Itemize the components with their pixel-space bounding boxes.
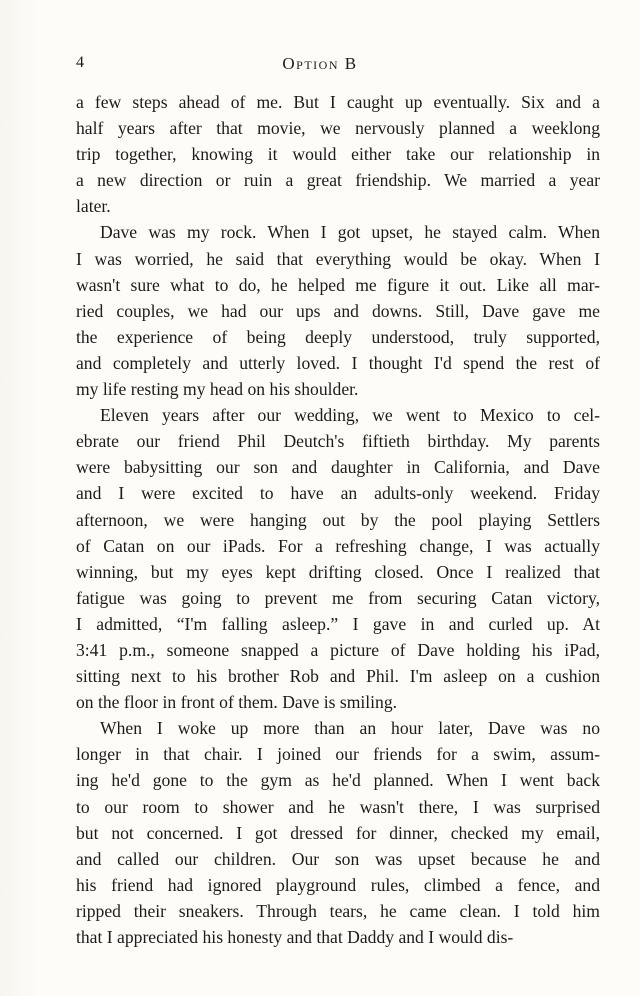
page-number: 4 bbox=[76, 54, 85, 71]
text-line: the experience of being deeply understood, truly supported, bbox=[76, 326, 600, 347]
paragraph bbox=[76, 402, 600, 715]
text-line: When I woke up more than an hour later, Dave was no bbox=[100, 718, 600, 739]
paragraph bbox=[76, 715, 600, 950]
running-head bbox=[0, 54, 640, 78]
paragraph bbox=[76, 219, 600, 402]
text-line: ripped their sneakers. Through tears, he came clean. I told him bbox=[76, 900, 600, 921]
text-line: trip together, knowing it would either take our relationship in bbox=[76, 144, 600, 165]
text-line: were babysitting our son and daughter in California, and Dave bbox=[76, 457, 600, 478]
paragraph bbox=[76, 89, 600, 219]
text-line: but not concerned. I got dressed for dinner, checked my email, bbox=[76, 822, 600, 843]
text-line: and completely and utterly loved. I thought I'd spend the rest of bbox=[76, 352, 600, 373]
text-line: fatigue was going to prevent me from securing Catan victory, bbox=[76, 587, 600, 608]
body-text bbox=[76, 89, 600, 950]
text-line: my life resting my head on his shoulder. bbox=[76, 379, 359, 400]
text-line: winning, but my eyes kept drifting closed. Once I realized that bbox=[76, 561, 600, 582]
text-line: and called our children. Our son was upset because he and bbox=[76, 848, 600, 869]
text-line: later. bbox=[76, 196, 111, 217]
text-line: to our room to shower and he wasn't there, I was surprised bbox=[76, 796, 600, 817]
text-line: ing he'd gone to the gym as he'd planned. When I went back bbox=[76, 770, 600, 791]
text-line: that I appreciated his honesty and that Daddy and I would dis- bbox=[76, 927, 514, 947]
text-line: afternoon, we were hanging out by the pool playing Settlers bbox=[76, 509, 600, 530]
text-line: half years after that movie, we nervously planned a weeklong bbox=[76, 118, 600, 139]
text-line: Dave was my rock. When I got upset, he stayed calm. When bbox=[100, 222, 600, 243]
text-line: I admitted, “I'm falling asleep.” I gave in and curled up. At bbox=[76, 613, 600, 634]
text-line: ried couples, we had our ups and downs. Still, Dave gave me bbox=[76, 300, 600, 321]
text-line: sitting next to his brother Rob and Phil. I'm asleep on a cushion bbox=[76, 666, 600, 687]
text-line: I was worried, he said that everything would be okay. When I bbox=[76, 248, 600, 269]
text-line: Eleven years after our wedding, we went to Mexico to cel- bbox=[100, 405, 600, 426]
text-line: his friend had ignored playground rules, climbed a fence, and bbox=[76, 874, 600, 895]
book-title: Option B bbox=[282, 54, 358, 73]
text-line: of Catan on our iPads. For a refreshing change, I was actually bbox=[76, 535, 600, 556]
text-line: 3:41 p.m., someone snapped a picture of Dave holding his iPad, bbox=[76, 639, 600, 660]
text-line: longer in that chair. I joined our friends for a swim, assum- bbox=[76, 744, 600, 765]
text-line: a new direction or ruin a great friendship. We married a year bbox=[76, 170, 600, 191]
text-line: and I were excited to have an adults-only weekend. Friday bbox=[76, 483, 600, 504]
text-line: a few steps ahead of me. But I caught up eventually. Six and a bbox=[76, 92, 600, 112]
text-line: on the floor in front of them. Dave is smiling. bbox=[76, 692, 398, 713]
text-line: wasn't sure what to do, he helped me figure it out. Like all mar- bbox=[76, 274, 600, 295]
text-line: ebrate our friend Phil Deutch's fiftieth birthday. My parents bbox=[76, 431, 600, 452]
